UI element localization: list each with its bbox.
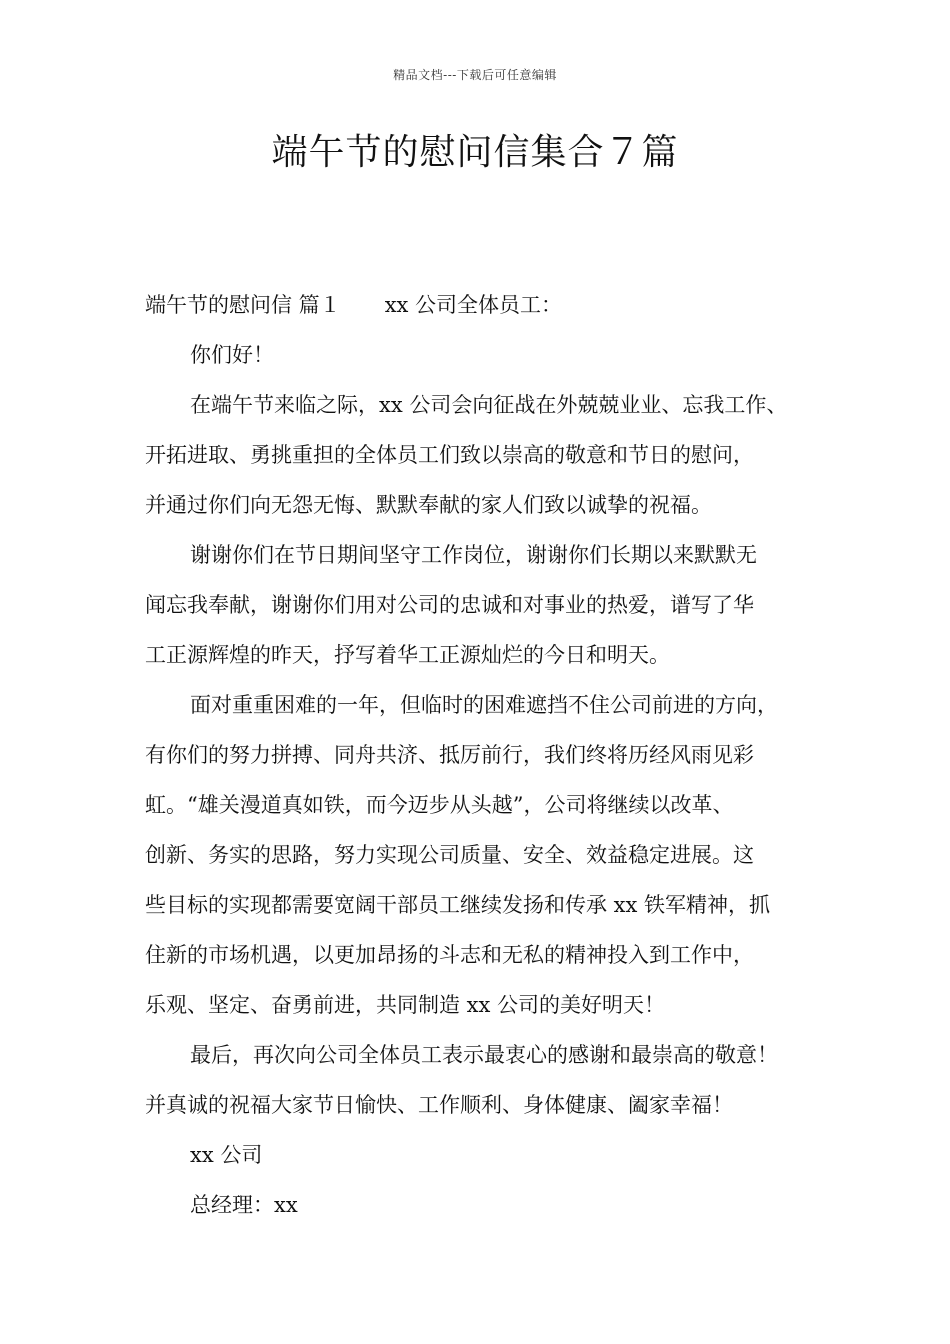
paragraph-line: 谢谢你们在节日期间坚守工作岗位，谢谢你们长期以来默默无 <box>190 543 757 567</box>
signature-manager: 总经理：xx <box>190 1193 298 1217</box>
header-note: 精品文档---下载后可任意编辑 <box>393 68 557 82</box>
paragraph-line: 有你们的努力拼搏、同舟共济、抵厉前行，我们终将历经风雨见彩 <box>145 743 754 767</box>
paragraph-line: 并真诚的祝福大家节日愉快、工作顺利、身体健康、阖家幸福！ <box>145 1093 733 1117</box>
paragraph-line: 虹。“雄关漫道真如铁，而今迈步从头越”，公司将继续以改革、 <box>145 793 734 817</box>
signature-company: xx 公司 <box>190 1143 263 1167</box>
document-title: 端午节的慰问信集合７篇 <box>271 132 679 173</box>
paragraph-1 <box>145 380 835 530</box>
paragraph-line: 创新、务实的思路，努力实现公司质量、安全、效益稳定进展。这 <box>145 843 754 867</box>
letter-heading: 端午节的慰问信 篇１ <box>145 293 341 317</box>
paragraph-3 <box>145 680 835 1030</box>
paragraph-line: 并通过你们向无怨无悔、默默奉献的家人们致以诚挚的祝福。 <box>145 493 712 517</box>
letter-addressee: xx 公司全体员工： <box>384 293 563 317</box>
paragraph-line: 住新的市场机遇，以更加昂扬的斗志和无私的精神投入到工作中， <box>145 943 754 967</box>
paragraph-4 <box>145 1030 835 1130</box>
paragraph-line: 面对重重困难的一年，但临时的困难遮挡不住公司前进的方向， <box>190 693 778 717</box>
letter-body <box>145 280 835 1230</box>
paragraph-line: 闻忘我奉献，谢谢你们用对公司的忠诚和对事业的热爱，谱写了华 <box>145 593 754 617</box>
paragraph-2 <box>145 530 835 680</box>
paragraph-line: 开拓进取、勇挑重担的全体员工们致以崇高的敬意和节日的慰问， <box>145 443 754 467</box>
paragraph-line: 在端午节来临之际，xx 公司会向征战在外兢兢业业、忘我工作、 <box>190 393 788 417</box>
paragraph-line: 工正源辉煌的昨天，抒写着华工正源灿烂的今日和明天。 <box>145 643 670 667</box>
letter-greeting: 你们好！ <box>190 343 274 367</box>
paragraph-line: 乐观、坚定、奋勇前进，共同制造 xx 公司的美好明天！ <box>145 993 666 1017</box>
paragraph-line: 最后，再次向公司全体员工表示最衷心的感谢和最崇高的敬意！ <box>190 1043 778 1067</box>
paragraph-line: 些目标的实现都需要宽阔干部员工继续发扬和传承 xx 铁军精神，抓 <box>145 893 771 917</box>
letter-heading-line <box>145 280 835 330</box>
